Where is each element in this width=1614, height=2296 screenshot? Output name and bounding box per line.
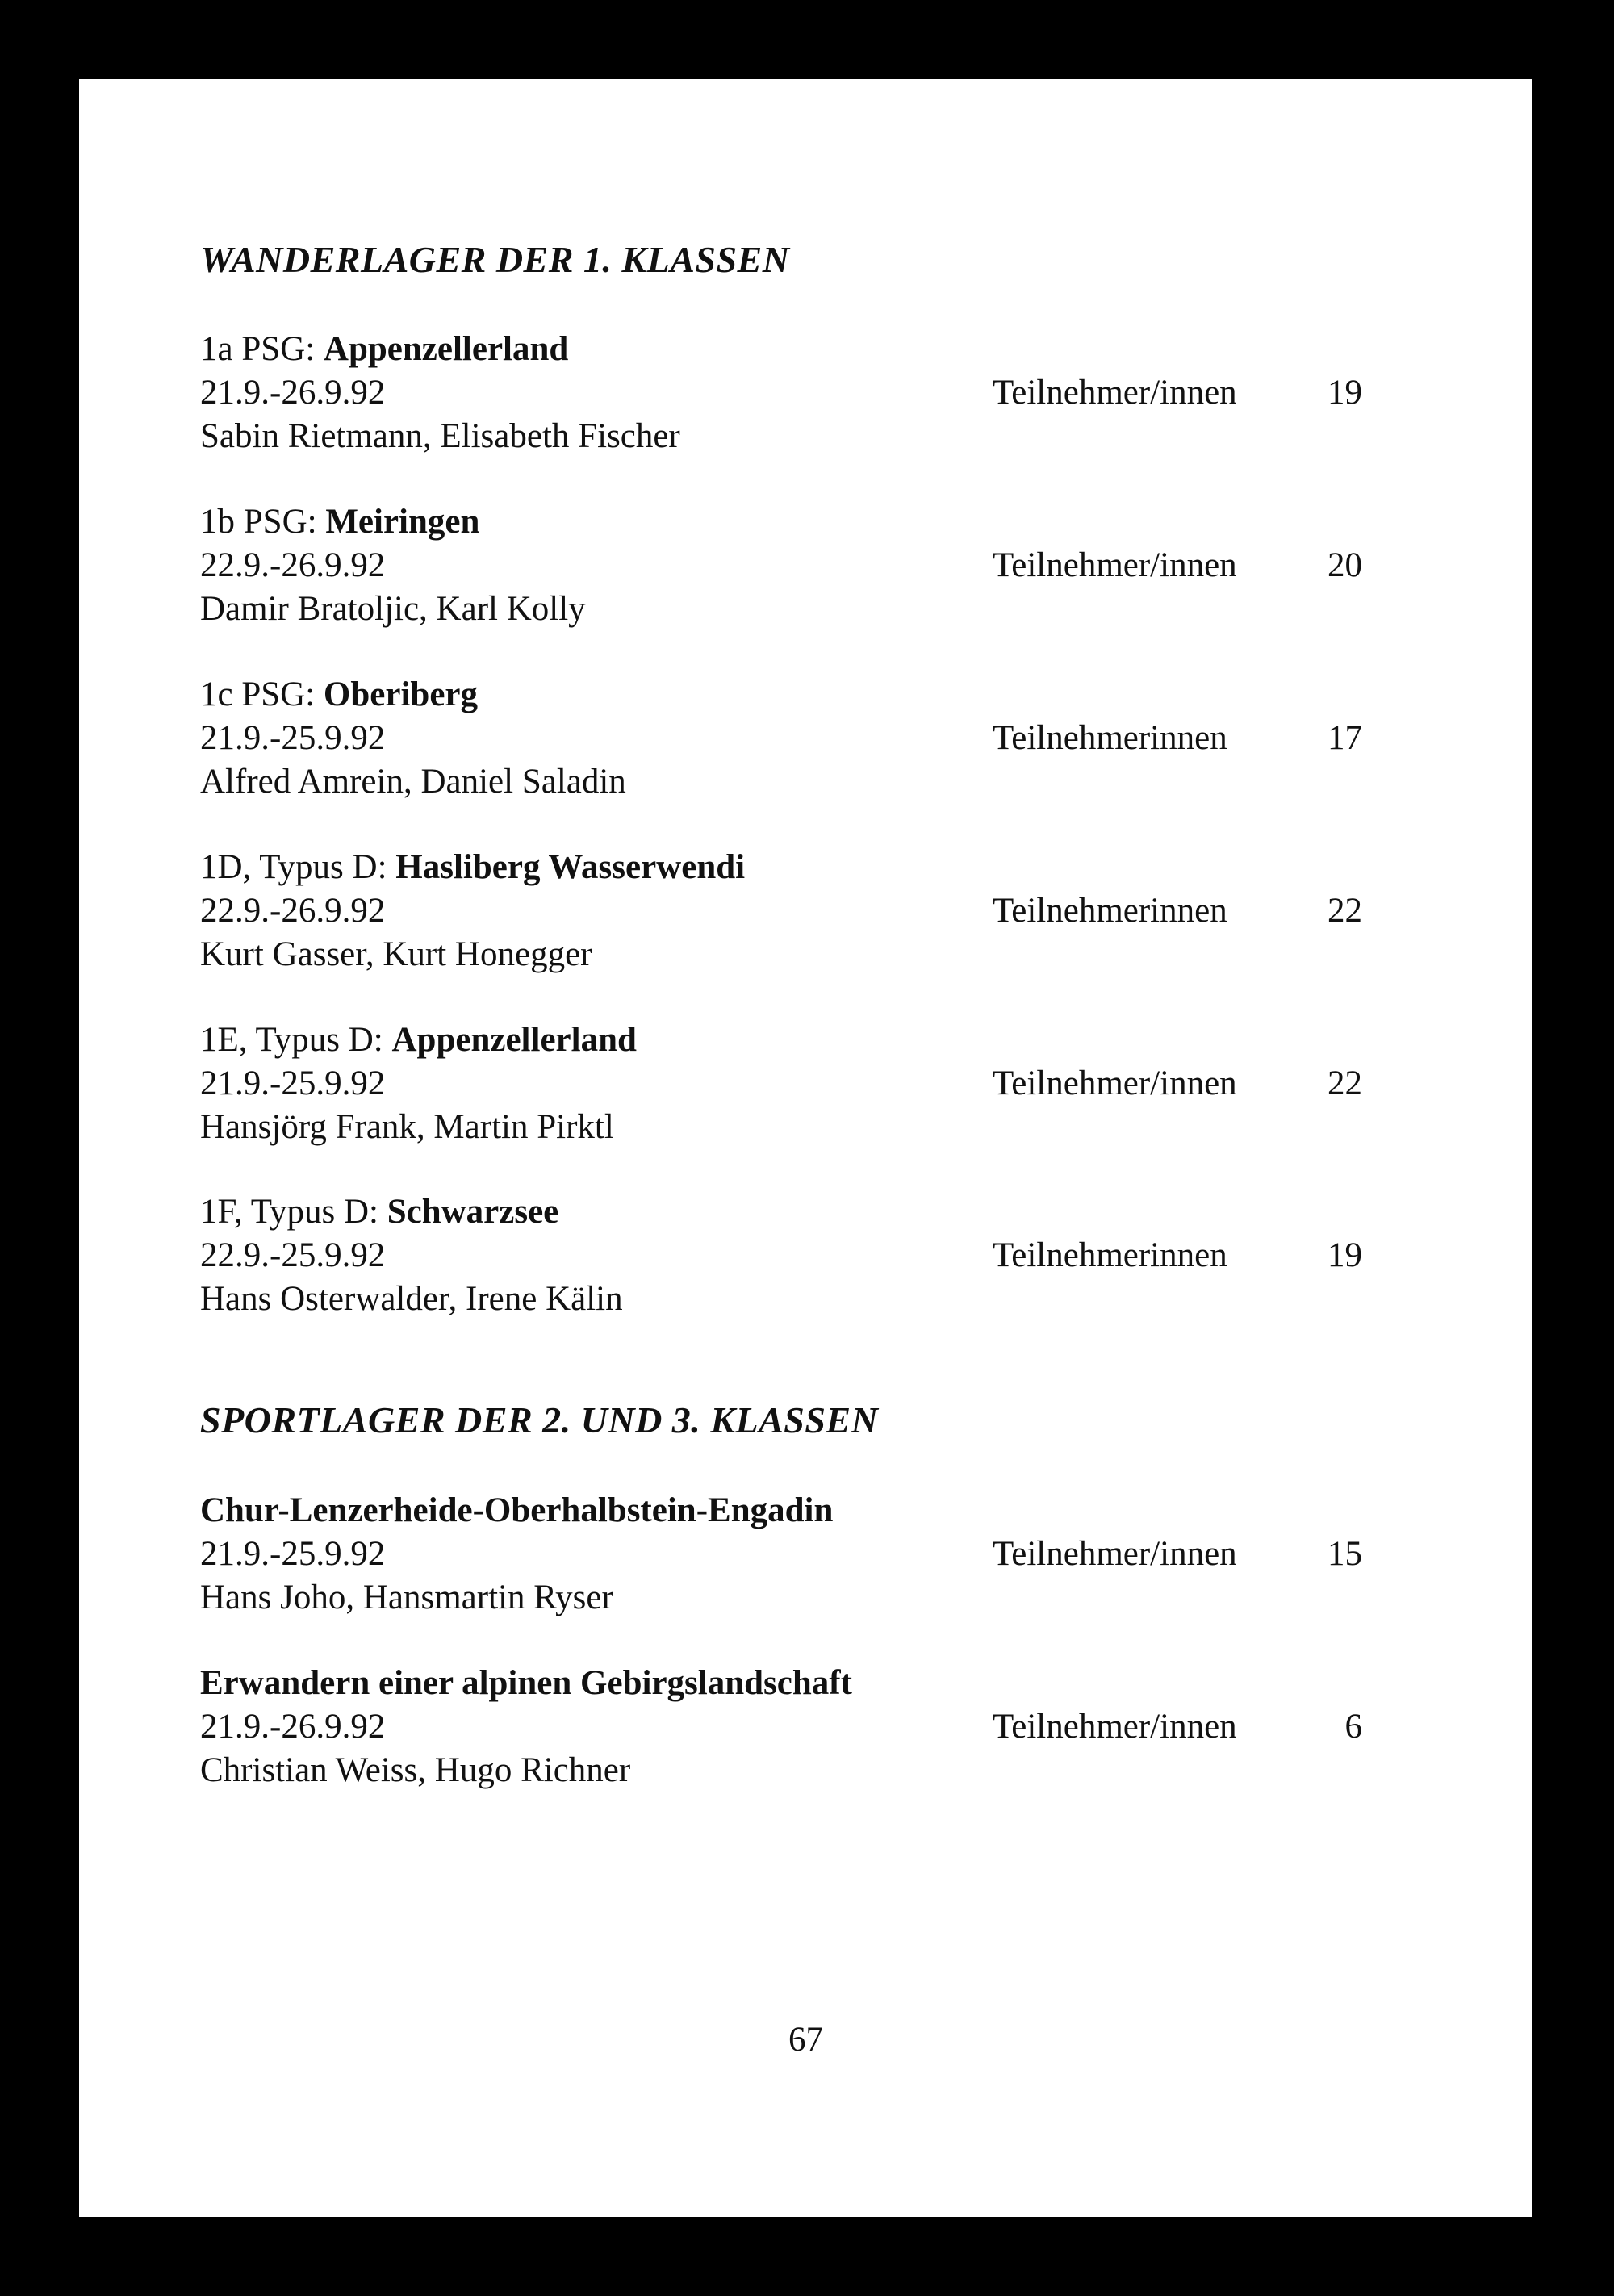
class-label: 1a PSG: — [200, 330, 324, 368]
participants-count: 22 — [1328, 892, 1362, 930]
camp-location: Schwarzsee — [387, 1193, 559, 1231]
camp-entry — [200, 500, 1362, 638]
camp-entry — [200, 846, 1362, 983]
participants-count: 17 — [1328, 719, 1362, 757]
camp-location: Hasliberg Wasserwendi — [395, 848, 746, 886]
camp-location: Appenzellerland — [391, 1021, 637, 1059]
camp-location: Oberiberg — [323, 675, 478, 713]
camp-title-line — [200, 1662, 852, 1705]
camp-title-line — [200, 1489, 833, 1533]
camp-title-line — [200, 1190, 558, 1234]
camp-title-line — [200, 846, 745, 889]
camp-entry — [200, 1662, 1362, 1799]
camp-location: Appenzellerland — [323, 330, 569, 368]
camp-leaders: Sabin Rietmann, Elisabeth Fischer — [200, 417, 680, 455]
camp-location: Meiringen — [325, 503, 480, 541]
participants-label: Teilnehmer/innen — [993, 1708, 1237, 1746]
camp-dates: 21.9.-25.9.92 — [200, 1535, 386, 1573]
section-heading-sportlager: SPORTLAGER DER 2. UND 3. KLASSEN — [200, 1399, 879, 1441]
participants-count: 22 — [1328, 1064, 1362, 1102]
participants-count: 19 — [1328, 374, 1362, 412]
camp-entry — [200, 1489, 1362, 1626]
camp-title-line — [200, 500, 479, 544]
participants-count: 20 — [1328, 546, 1362, 584]
participants-label: Teilnehmer/innen — [993, 1535, 1237, 1573]
class-label: 1F, Typus D: — [200, 1193, 387, 1231]
participants-label: Teilnehmer/innen — [993, 374, 1237, 412]
camp-entry — [200, 1190, 1362, 1328]
camp-dates: 22.9.-26.9.92 — [200, 546, 386, 584]
camp-leaders: Alfred Amrein, Daniel Saladin — [200, 763, 626, 801]
page-number: 67 — [788, 2021, 823, 2059]
camp-location: Erwandern einer alpinen Gebirgslandschaft — [200, 1664, 852, 1702]
camp-dates: 22.9.-26.9.92 — [200, 892, 386, 930]
camp-leaders: Kurt Gasser, Kurt Honegger — [200, 935, 592, 973]
camp-entry — [200, 673, 1362, 810]
camp-entry — [200, 328, 1362, 465]
camp-leaders: Hans Osterwalder, Irene Kälin — [200, 1280, 623, 1318]
camp-title-line — [200, 1018, 637, 1062]
participants-label: Teilnehmerinnen — [993, 719, 1227, 757]
camp-dates: 21.9.-26.9.92 — [200, 1708, 386, 1746]
participants-count: 19 — [1328, 1236, 1362, 1274]
camp-title-line — [200, 673, 478, 717]
camp-dates: 21.9.-25.9.92 — [200, 1064, 386, 1102]
participants-count: 6 — [1344, 1708, 1362, 1746]
camp-entry — [200, 1018, 1362, 1156]
camp-dates: 21.9.-26.9.92 — [200, 374, 386, 412]
class-label: 1b PSG: — [200, 503, 326, 541]
class-label: 1E, Typus D: — [200, 1021, 392, 1059]
camp-leaders: Hans Joho, Hansmartin Ryser — [200, 1579, 613, 1616]
section-heading-wanderlager: WANDERLAGER DER 1. KLASSEN — [200, 239, 790, 280]
participants-label: Teilnehmer/innen — [993, 1064, 1237, 1102]
camp-leaders: Damir Bratoljic, Karl Kolly — [200, 590, 586, 628]
participants-label: Teilnehmerinnen — [993, 1236, 1227, 1274]
class-label: 1D, Typus D: — [200, 848, 396, 886]
participants-count: 15 — [1328, 1535, 1362, 1573]
participants-label: Teilnehmer/innen — [993, 546, 1237, 584]
document-page — [79, 79, 1532, 2217]
camp-leaders: Hansjörg Frank, Martin Pirktl — [200, 1108, 614, 1146]
camp-title-line — [200, 328, 568, 371]
class-label: 1c PSG: — [200, 675, 324, 713]
camp-dates: 21.9.-25.9.92 — [200, 719, 386, 757]
camp-location: Chur-Lenzerheide-Oberhalbstein-Engadin — [200, 1491, 834, 1529]
document-content — [79, 79, 1532, 2217]
camp-leaders: Christian Weiss, Hugo Richner — [200, 1751, 631, 1789]
camp-dates: 22.9.-25.9.92 — [200, 1236, 386, 1274]
participants-label: Teilnehmerinnen — [993, 892, 1227, 930]
